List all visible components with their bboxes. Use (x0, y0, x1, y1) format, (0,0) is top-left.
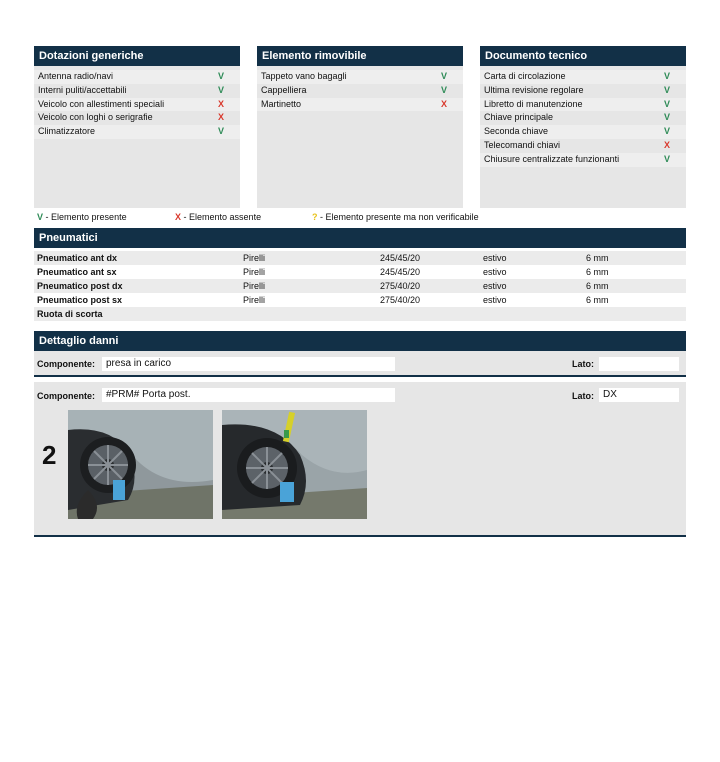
item-label: Seconda chiave (484, 126, 549, 137)
list-item (480, 98, 686, 112)
item-label: Chiave principale (484, 112, 554, 123)
table-row (34, 307, 686, 321)
side-field (599, 357, 679, 371)
legend-absent (175, 210, 261, 224)
list-item (257, 70, 463, 84)
status-mark: X (217, 98, 224, 109)
unverified-text: - Elemento presente ma non verificabile (320, 212, 479, 222)
tyre-size: 275/40/20 (380, 281, 421, 291)
status-mark: V (663, 98, 670, 109)
list-item (34, 98, 240, 112)
item-label: Veicolo con loghi o serigrafie (38, 112, 153, 123)
component-label: Componente: (37, 391, 95, 401)
tyre-brand: Pirelli (243, 295, 266, 305)
legend-present (37, 210, 127, 224)
panel-title: Documento tecnico (480, 46, 686, 66)
tyre-size: 245/45/20 (380, 267, 421, 277)
tyre-tread: 6 mm (586, 267, 609, 277)
tyre-season: estivo (483, 281, 507, 291)
panel-title: Elemento rimovibile (257, 46, 463, 66)
tyre-name: Pneumatico post dx (37, 281, 123, 291)
tyre-name: Pneumatico post sx (37, 295, 123, 305)
item-label: Martinetto (261, 98, 302, 109)
item-label: Ultima revisione regolare (484, 84, 584, 95)
tyre-name: Pneumatico ant sx (37, 267, 117, 277)
item-label: Chiusure centralizzate funzionanti (484, 153, 620, 164)
list-item (480, 139, 686, 153)
component-field: #PRM# Porta post. (102, 388, 395, 402)
list-item (257, 84, 463, 98)
car-wheel-photo-icon (68, 410, 213, 519)
damage-photo[interactable] (68, 410, 213, 519)
side-label: Lato: (572, 359, 594, 369)
present-text: - Elemento presente (45, 212, 127, 222)
tyre-size: 275/40/20 (380, 295, 421, 305)
photo-count: 2 (42, 440, 57, 470)
component-field: presa in carico (102, 357, 395, 371)
tyre-brand: Pirelli (243, 281, 266, 291)
car-wheel-photo-icon (222, 410, 367, 519)
table-row (34, 279, 686, 293)
legend (37, 210, 687, 224)
list-item (34, 84, 240, 98)
panel-elemento-rimovibile (257, 46, 463, 208)
panel-title: Dotazioni generiche (34, 46, 240, 66)
component-label: Componente: (37, 359, 95, 369)
status-mark: V (663, 126, 670, 137)
status-mark: V (217, 71, 224, 81)
item-label: Telecomandi chiavi (484, 139, 561, 150)
item-label: Interni puliti/accettabili (38, 84, 127, 95)
item-label: Antenna radio/navi (38, 71, 114, 81)
panel-dotazioni-generiche (34, 46, 240, 208)
list-item (34, 125, 240, 139)
list-item (480, 70, 686, 84)
list-item (34, 111, 240, 125)
tyre-brand: Pirelli (243, 253, 266, 263)
side-field: DX (599, 388, 679, 402)
damage-section (34, 331, 686, 351)
tyre-tread: 6 mm (586, 295, 609, 305)
status-mark: V (663, 84, 670, 95)
tyre-brand: Pirelli (243, 267, 266, 277)
list-item (480, 153, 686, 167)
tyre-tread: 6 mm (586, 253, 609, 263)
status-mark: V (440, 84, 447, 95)
tyre-season: estivo (483, 253, 507, 263)
tyres-table (34, 248, 686, 321)
damage-photo[interactable] (222, 410, 367, 519)
status-mark: X (663, 139, 670, 150)
side-label: Lato: (572, 391, 594, 401)
item-label: Veicolo con allestimenti speciali (38, 98, 165, 109)
legend-unverified (312, 210, 479, 224)
status-mark: V (663, 112, 670, 123)
absent-symbol: X (175, 212, 182, 222)
item-label: Cappelliera (261, 84, 307, 95)
table-row (34, 251, 686, 265)
damage-entry (34, 382, 686, 537)
list-item (257, 98, 463, 112)
table-row (34, 265, 686, 279)
list-item (480, 84, 686, 98)
absent-text: - Elemento assente (183, 212, 262, 222)
status-mark: V (217, 84, 224, 95)
list-item (34, 70, 240, 84)
status-mark: X (440, 98, 447, 109)
status-mark: V (663, 71, 670, 81)
status-mark: V (217, 126, 224, 137)
item-label: Carta di circolazione (484, 71, 566, 81)
tyre-season: estivo (483, 267, 507, 277)
section-title: Pneumatici (34, 228, 686, 248)
tyre-tread: 6 mm (586, 281, 609, 291)
item-label: Climatizzatore (38, 126, 96, 137)
section-title: Dettaglio danni (34, 331, 686, 351)
item-label: Tappeto vano bagagli (261, 71, 347, 81)
tyre-name: Ruota di scorta (37, 309, 103, 319)
list-item (480, 111, 686, 125)
panel-documento-tecnico (480, 46, 686, 208)
unverified-symbol: ? (312, 212, 318, 222)
tyre-size: 245/45/20 (380, 253, 421, 263)
damage-entry (34, 351, 686, 377)
present-symbol: V (37, 212, 44, 222)
status-mark: X (217, 112, 224, 123)
tyre-name: Pneumatico ant dx (37, 253, 118, 263)
tyres-section (34, 228, 686, 321)
item-label: Libretto di manutenzione (484, 98, 583, 109)
table-row (34, 293, 686, 307)
list-item (480, 125, 686, 139)
status-mark: V (663, 153, 670, 164)
status-mark: V (440, 71, 447, 81)
tyre-season: estivo (483, 295, 507, 305)
